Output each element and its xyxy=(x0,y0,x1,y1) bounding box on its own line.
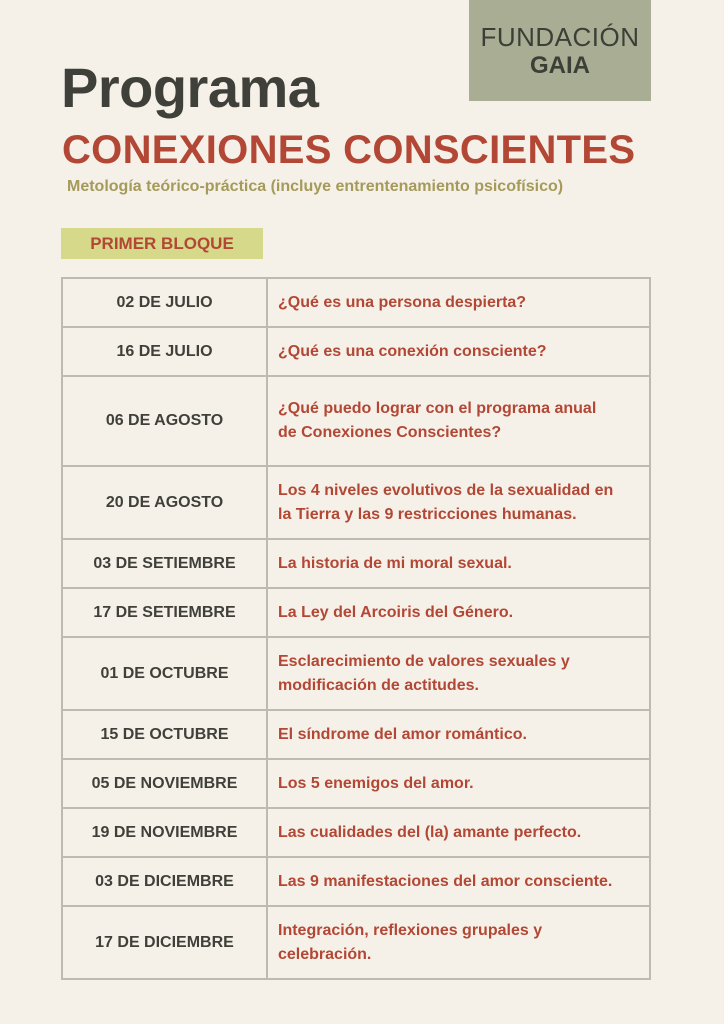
session-date: 05 DE NOVIEMBRE xyxy=(62,759,267,808)
table-row xyxy=(62,466,650,539)
session-date: 19 DE NOVIEMBRE xyxy=(62,808,267,857)
organization-badge xyxy=(469,0,651,101)
session-date: 02 DE JULIO xyxy=(62,278,267,327)
session-date: 03 DE SETIEMBRE xyxy=(62,539,267,588)
session-topic-line: Las cualidades del (la) amante perfecto. xyxy=(278,823,582,841)
session-topic-line: modificación de actitudes. xyxy=(278,676,479,694)
session-topic-line: Integración, reflexiones grupales y xyxy=(278,921,543,939)
session-topic xyxy=(267,906,650,979)
session-topic xyxy=(267,808,650,857)
session-topic-line: ¿Qué es una persona despierta? xyxy=(278,293,527,311)
session-date: 15 DE OCTUBRE xyxy=(62,710,267,759)
session-topic xyxy=(267,857,650,906)
table-row xyxy=(62,759,650,808)
session-date: 01 DE OCTUBRE xyxy=(62,637,267,710)
page-title: Programa xyxy=(61,56,319,119)
session-topic-line: celebración. xyxy=(278,945,372,963)
session-topic xyxy=(267,466,650,539)
table-row xyxy=(62,710,650,759)
org-name-line2: GAIA xyxy=(530,51,590,79)
table-row xyxy=(62,637,650,710)
session-topic-line: Las 9 manifestaciones del amor consciente. xyxy=(278,872,613,890)
session-topic xyxy=(267,588,650,637)
session-date: 17 DE SETIEMBRE xyxy=(62,588,267,637)
table-row xyxy=(62,857,650,906)
session-topic-line: El síndrome del amor romántico. xyxy=(278,725,527,743)
session-topic xyxy=(267,376,650,466)
session-topic-line: La Ley del Arcoiris del Género. xyxy=(278,603,514,621)
table-row xyxy=(62,376,650,466)
block-label: PRIMER BLOQUE xyxy=(61,228,263,259)
session-topic-line: ¿Qué puedo lograr con el programa anual xyxy=(278,400,597,417)
table-row xyxy=(62,327,650,376)
org-name-line1: FUNDACIÓN xyxy=(480,21,640,52)
session-topic xyxy=(267,759,650,808)
session-topic-line: la Tierra y las 9 restricciones humanas. xyxy=(278,505,577,523)
session-date: 16 DE JULIO xyxy=(62,327,267,376)
session-topic-line: Los 4 niveles evolutivos de la sexualidad en xyxy=(278,481,614,499)
session-date: 17 DE DICIEMBRE xyxy=(62,906,267,979)
session-topic-line: Los 5 enemigos del amor. xyxy=(278,774,474,792)
session-date: 20 DE AGOSTO xyxy=(62,466,267,539)
table-row xyxy=(62,539,650,588)
table-row xyxy=(62,588,650,637)
session-topic-line: La historia de mi moral sexual. xyxy=(278,554,512,572)
table-row xyxy=(62,906,650,979)
session-topic xyxy=(267,539,650,588)
session-topic-line: ¿Qué es una conexión consciente? xyxy=(278,342,547,360)
methodology-note: Metología teórico-práctica (incluye entrentenamiento psicofísico) xyxy=(67,178,564,195)
session-topic xyxy=(267,637,650,710)
session-topic-line: Esclarecimiento de valores sexuales y xyxy=(278,652,570,670)
session-topic xyxy=(267,710,650,759)
session-topic-line: de Conexiones Conscientes? xyxy=(278,424,502,441)
schedule-body xyxy=(62,278,650,979)
program-name: CONEXIONES CONSCIENTES xyxy=(62,128,636,172)
table-row xyxy=(62,278,650,327)
schedule-table xyxy=(61,277,651,980)
session-date: 03 DE DICIEMBRE xyxy=(62,857,267,906)
session-date: 06 DE AGOSTO xyxy=(62,376,267,466)
session-topic xyxy=(267,327,650,376)
table-row xyxy=(62,808,650,857)
session-topic xyxy=(267,278,650,327)
